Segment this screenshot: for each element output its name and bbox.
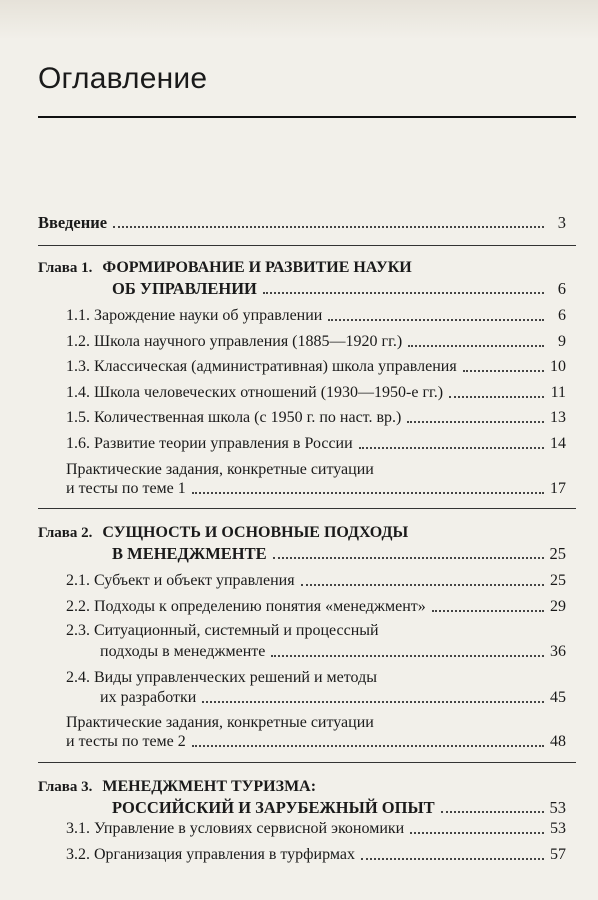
toc-entry-practice-1-line2[interactable] [66,478,566,499]
separator [38,245,576,246]
section-title: Школа научного управления (1885—1920 гг.) [94,333,403,350]
page-number: 45 [550,689,566,706]
section-title: Подходы к определению понятия «менеджмент» [94,598,426,615]
leader-dots [361,858,544,860]
section-number: 1.4. [66,384,90,401]
toc-entry-1-4[interactable] [66,382,566,403]
toc-entry-3-2[interactable] [66,844,566,865]
page-number: 17 [550,480,566,497]
page-number: 25 [550,572,566,589]
leader-dots [113,226,544,228]
section-number: 3.1. [66,820,90,837]
toc-entry-practice-1[interactable] [66,459,566,480]
chapter-3-heading[interactable] [38,776,566,798]
section-number: 1.3. [66,358,90,375]
page-number: 13 [550,409,566,426]
section-number: 2.2. [66,598,90,615]
page-number: 14 [550,435,566,452]
page-number: 9 [558,333,566,350]
page-number: 25 [549,544,566,563]
separator [38,762,576,763]
leader-dots [263,292,544,294]
section-title: подходы в менеджменте [100,643,266,660]
separator [38,508,576,509]
toc-entry-3-1[interactable] [66,818,566,839]
section-number: 1.6. [66,435,90,452]
chapter-title: РОССИЙСКИЙ И ЗАРУБЕЖНЫЙ ОПЫТ [112,798,435,817]
toc-entry-1-2[interactable] [66,331,566,352]
chapter-title: МЕНЕДЖМЕНТ ТУРИЗМА: [102,778,317,795]
practice-title: и тесты по теме 2 [66,733,186,750]
section-title: Школа человеческих отношений (1930—1950-е гг.) [94,384,444,401]
page-number: 53 [550,820,566,837]
leader-dots [271,655,544,657]
chapter-2-heading[interactable] [38,522,566,544]
chapter-1-heading-line2[interactable] [112,278,566,299]
chapter-3-heading-line2[interactable] [112,797,566,818]
leader-dots [301,584,544,586]
toc-entry-intro[interactable] [38,212,566,233]
leader-dots [408,345,544,347]
section-title: Ситуационный, системный и процессный [94,622,379,639]
toc-entry-2-2[interactable] [66,596,566,617]
leader-dots [273,557,544,559]
page-number: 10 [550,358,566,375]
leader-dots [328,319,544,321]
page-number: 11 [550,384,566,401]
page-number: 29 [550,598,566,615]
leader-dots [192,745,544,747]
page-number: 36 [550,643,566,660]
section-title: Зарождение науки об управлении [94,307,323,324]
page-number: 53 [549,798,566,817]
toc-entry-2-1[interactable] [66,570,566,591]
leader-dots [192,492,544,494]
chapter-2-heading-line2[interactable] [112,543,566,564]
section-number: 1.2. [66,333,90,350]
section-number: 1.5. [66,409,90,426]
section-number: 3.2. [66,846,90,863]
section-number: 2.4. [66,669,90,686]
page-number: 6 [557,279,566,298]
chapter-title: В МЕНЕДЖМЕНТЕ [112,544,267,563]
leader-dots [359,447,544,449]
toc-entry-1-1[interactable] [66,305,566,326]
toc-entry-2-4[interactable] [66,667,566,688]
leader-dots [449,396,544,398]
leader-dots [410,832,544,834]
toc-entry-1-6[interactable] [66,433,566,454]
toc-entry-2-4-line2[interactable] [100,687,566,708]
page-number: 57 [550,846,566,863]
toc-entry-2-3-line2[interactable] [100,641,566,662]
chapter-label: Глава 1. [38,260,93,276]
title-rule [38,116,576,118]
leader-dots [432,610,544,612]
section-number: 1.1. [66,307,90,324]
chapter-title: ФОРМИРОВАНИЕ И РАЗВИТИЕ НАУКИ [102,259,412,276]
page-number: 48 [550,733,566,750]
practice-title: и тесты по теме 1 [66,480,186,497]
section-title: Управление в условиях сервисной экономики [94,820,405,837]
leader-dots [441,811,544,813]
section-number: 2.1. [66,572,90,589]
leader-dots [463,370,544,372]
chapter-1-heading[interactable] [38,257,566,279]
section-title: их разработки [100,689,197,706]
section-number: 2.3. [66,622,90,639]
chapter-label: Глава 3. [38,779,93,795]
page-number: 6 [558,307,566,324]
chapter-title: ОБ УПРАВЛЕНИИ [112,279,257,298]
page-title: Оглавление [38,62,208,95]
facing-page-bleed [0,0,598,40]
section-title: Организация управления в турфирмах [94,846,355,863]
toc-entry-practice-2-line2[interactable] [66,731,566,752]
practice-title: Практические задания, конкретные ситуации [66,714,374,731]
intro-label: Введение [38,213,108,232]
toc-entry-practice-2[interactable] [66,712,566,733]
practice-title: Практические задания, конкретные ситуации [66,461,374,478]
toc-entry-2-3[interactable] [66,620,566,641]
section-title: Развитие теории управления в России [94,435,353,452]
leader-dots [407,421,544,423]
toc-entry-1-5[interactable] [66,407,566,428]
leader-dots [202,701,544,703]
page-number: 3 [557,213,566,232]
toc-entry-1-3[interactable] [66,356,566,377]
section-title: Виды управленческих решений и методы [94,669,377,686]
section-title: Классическая (административная) школа управления [94,358,457,375]
section-title: Количественная школа (с 1950 г. по наст. вр.) [94,409,402,426]
chapter-label: Глава 2. [38,525,93,541]
chapter-title: СУЩНОСТЬ И ОСНОВНЫЕ ПОДХОДЫ [102,524,409,541]
section-title: Субъект и объект управления [94,572,295,589]
